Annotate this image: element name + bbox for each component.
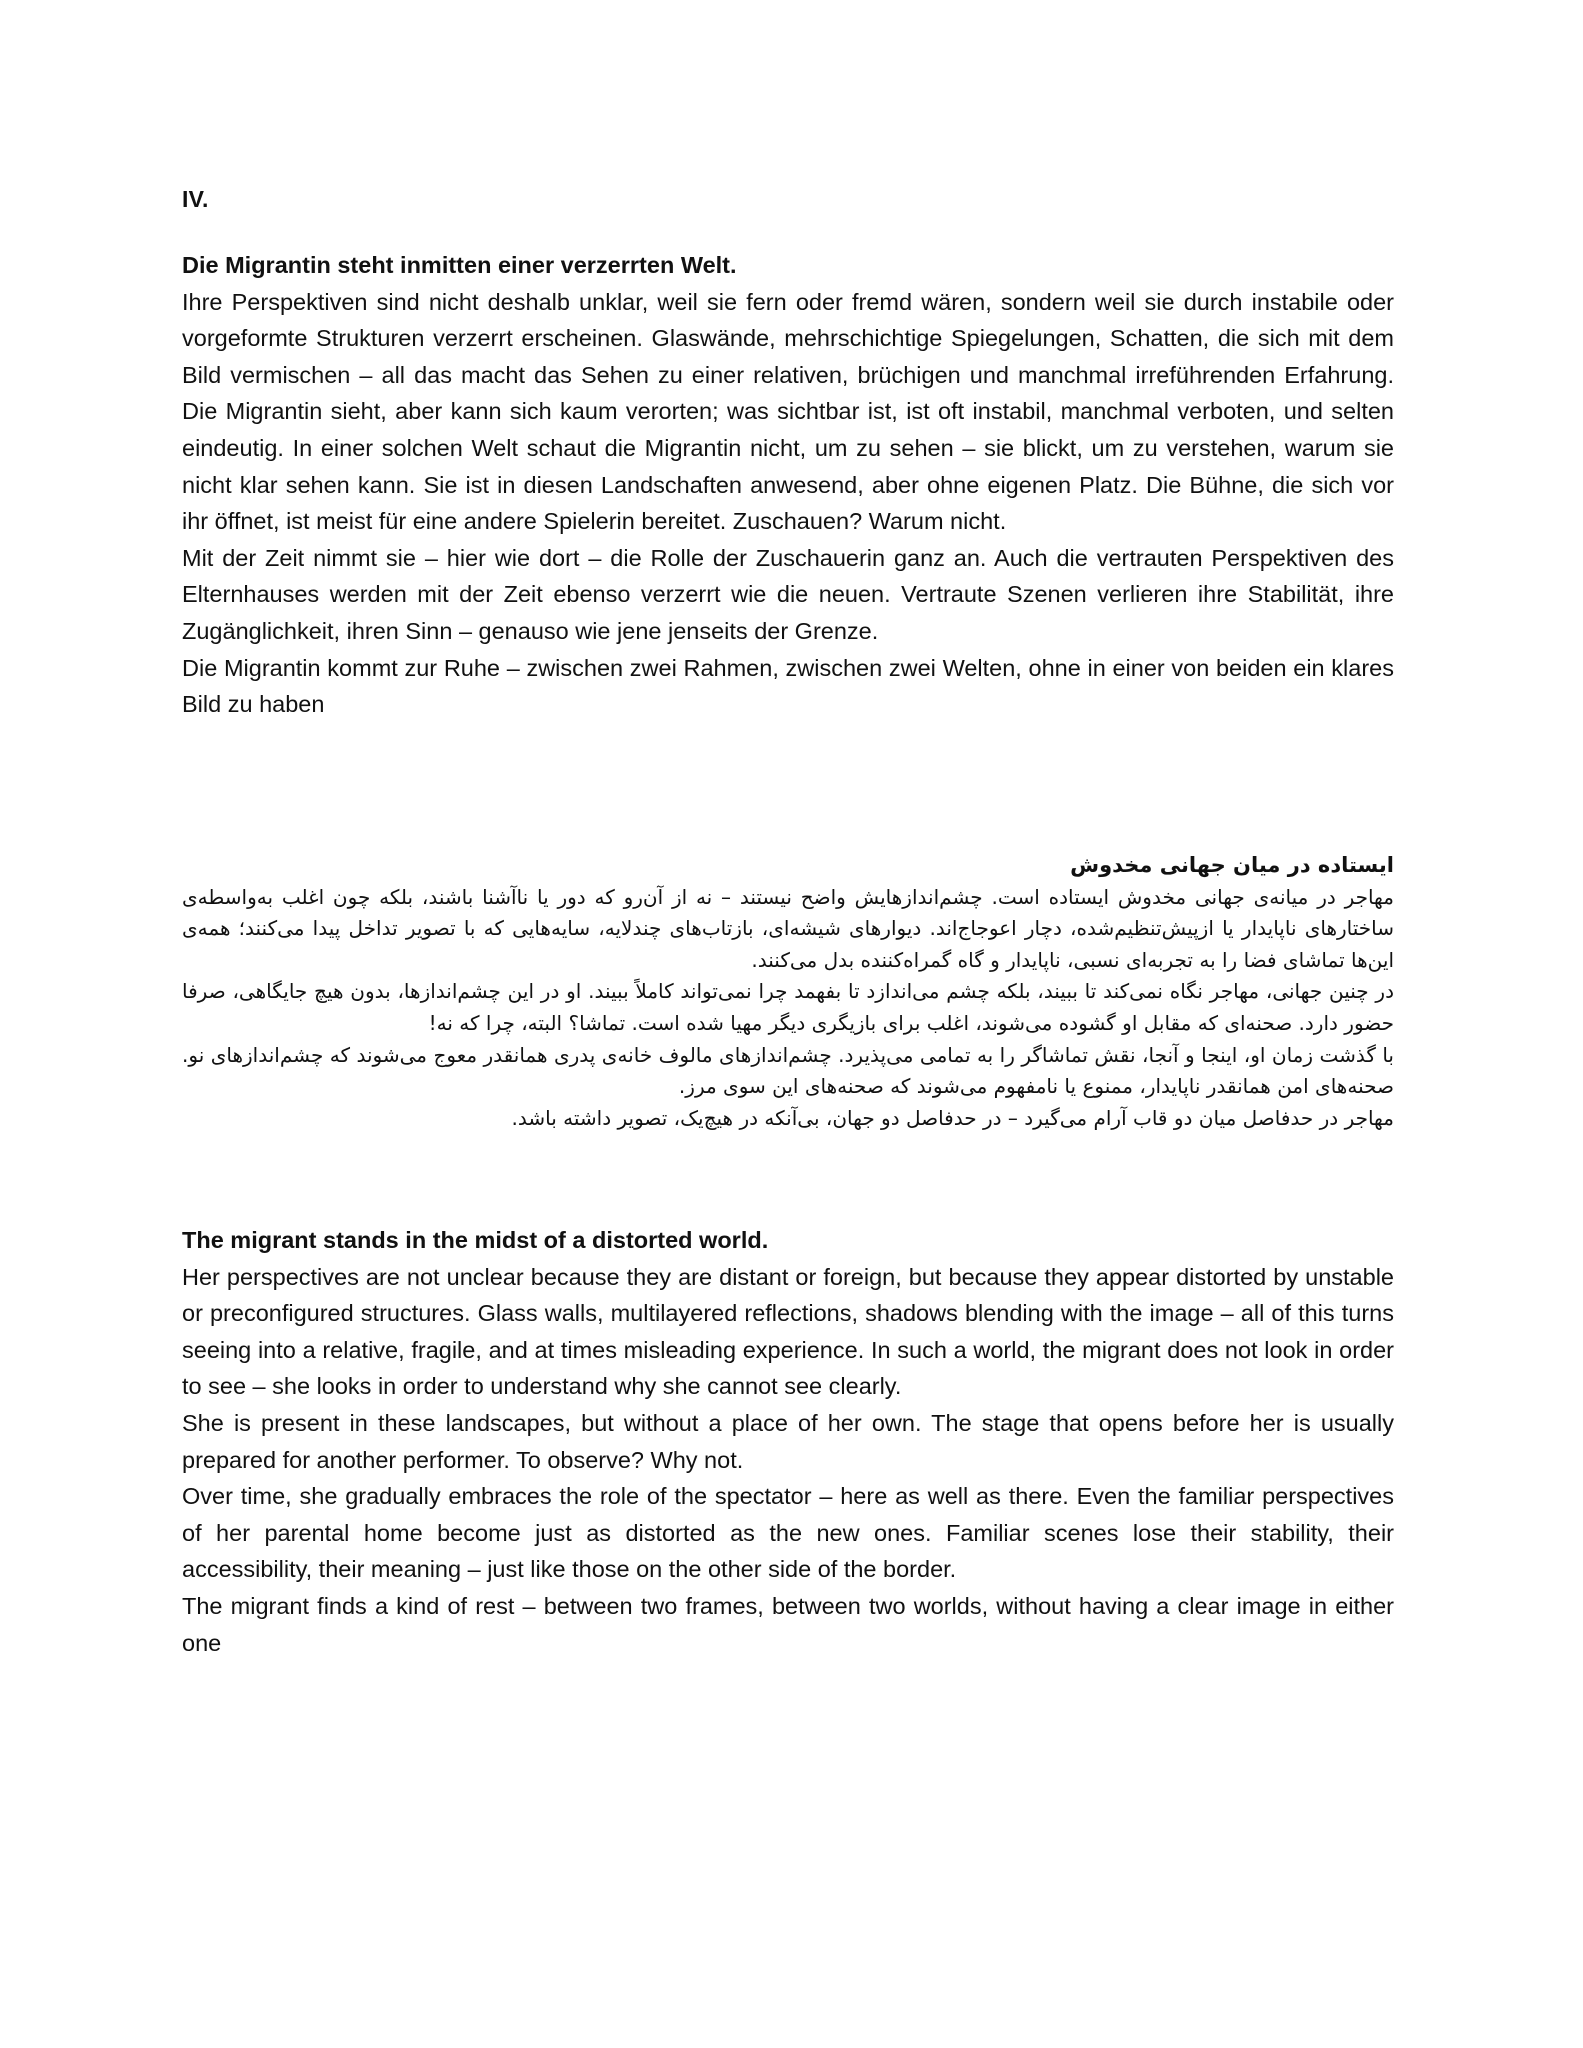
- english-paragraph: The migrant finds a kind of rest – between two frames, between two worlds, without having a clear image in either one: [182, 1592, 1394, 1656]
- english-paragraph: She is present in these landscapes, but without a place of her own. The stage that opens before her is usually prepared for another performer. To observe? Why not.: [182, 1409, 1394, 1473]
- english-paragraph: Her perspectives are not unclear because they are distant or foreign, but because they appear distorted by unstable or preconfigured structures. Glass walls, multilayered reflections, shadows blending with the image – all of this turns seeing into a relative, fragile, and at times misleading experience. In such a world, the migrant does not look in order to see – she looks in order to understand why she cannot see clearly.: [182, 1263, 1394, 1400]
- german-heading: Die Migrantin steht inmitten einer verzerrten Welt.: [182, 252, 737, 278]
- english-heading: The migrant stands in the midst of a distorted world.: [182, 1227, 769, 1253]
- section-number: IV.: [182, 186, 209, 212]
- english-paragraph: Over time, she gradually embraces the role of the spectator – here as well as there. Even the familiar perspectives of her parental home become just as distorted as the new ones. Familiar scenes lose their stability, their accessibility, their meaning – just like those on the other side of the border.: [182, 1483, 1394, 1583]
- persian-paragraph: در چنین جهانی، مهاجر نگاه نمی‌کند تا ببیند، بلکه چشم می‌اندازد تا بفهمد چرا نمی‌تواند کاملاً ببیند. او در این چشم‌اندازها، بدون هیچ جایگاهی، صرفا حضور دارد. صحنه‌ای که مقابل او گشوده می‌شوند، اغلب برای بازیگری دیگر مهیا شده است. تماشا؟ البته، چرا که نه!: [182, 979, 1394, 1035]
- persian-paragraph: مهاجر در میانه‌ی جهانی مخدوش ایستاده است. چشم‌اندازهایش واضح نیستند – نه از آن‌رو که دور یا ناآشنا باشند، بلکه چون اغلب به‌واسطه‌ی ساختارهای ناپایدار یا ازپیش‌تنظیم‌شده، دچار اعوجاج‌اند. دیوارهای شیشه‌ای، بازتاب‌های چندلایه، سایه‌هایی که با تصویر تداخل پیدا می‌کنند؛ همه‌ی این‌ها تماشای فضا را به تجربه‌ای نسبی، ناپایدار و گاه گمراه‌کننده بدل می‌کنند.: [182, 884, 1394, 972]
- german-paragraph: Die Migrantin kommt zur Ruhe – zwischen zwei Rahmen, zwischen zwei Welten, ohne in einer von beiden ein klares Bild zu haben: [182, 654, 1394, 718]
- german-paragraph: Ihre Perspektiven sind nicht deshalb unklar, weil sie fern oder fremd wären, sondern weil sie durch instabile oder vorgeformte Strukturen verzerrt erscheinen. Glaswände, mehrschichtige Spiegelungen, Schatten, die sich mit dem Bild vermischen – all das macht das Sehen zu einer relativen, brüchigen und manchmal irreführenden Erfahrung. Die Migrantin sieht, aber kann sich kaum verorten; was sichtbar ist, ist oft instabil, manchmal verboten, und selten eindeutig. In einer solchen Welt schaut die Migrantin nicht, um zu sehen – sie blickt, um zu verstehen, warum sie nicht klar sehen kann. Sie ist in diesen Landschaften anwesend, aber ohne eigenen Platz. Die Bühne, die sich vor ihr öffnet, ist meist für eine andere Spielerin bereitet. Zuschauen? Warum nicht.: [182, 288, 1394, 535]
- persian-paragraph: مهاجر در حدفاصل میان دو قاب آرام می‌گیرد – در حدفاصل دو جهان، بی‌آنکه در هیچ‌یک، تصویر داشته باشد.: [511, 1105, 1394, 1130]
- persian-section: [182, 850, 1394, 1134]
- persian-heading: ایستاده در میان جهانی مخدوش: [1070, 853, 1394, 877]
- english-section: [182, 1222, 1394, 1661]
- persian-paragraph: با گذشت زمان او، اینجا و آنجا، نقش تماشاگر را به تمامی می‌پذیرد. چشم‌اندازهای مالوف خانه‌ی پدری همانقدر معوج می‌شوند که چشم‌اندازهای نو. صحنه‌های امن همانقدر ناپایدار، ممنوع یا نامفهوم می‌شوند که صحنه‌های این سوی مرز.: [182, 1042, 1394, 1099]
- german-paragraph: Mit der Zeit nimmt sie – hier wie dort – die Rolle der Zuschauerin ganz an. Auch die vertrauten Perspektiven des Elternhauses werden mit der Zeit ebenso verzerrt wie die neuen. Vertraute Szenen verlieren ihre Stabilität, ihre Zugänglichkeit, ihren Sinn – genauso wie jene jenseits der Grenze.: [182, 544, 1394, 644]
- german-section: [182, 247, 1394, 723]
